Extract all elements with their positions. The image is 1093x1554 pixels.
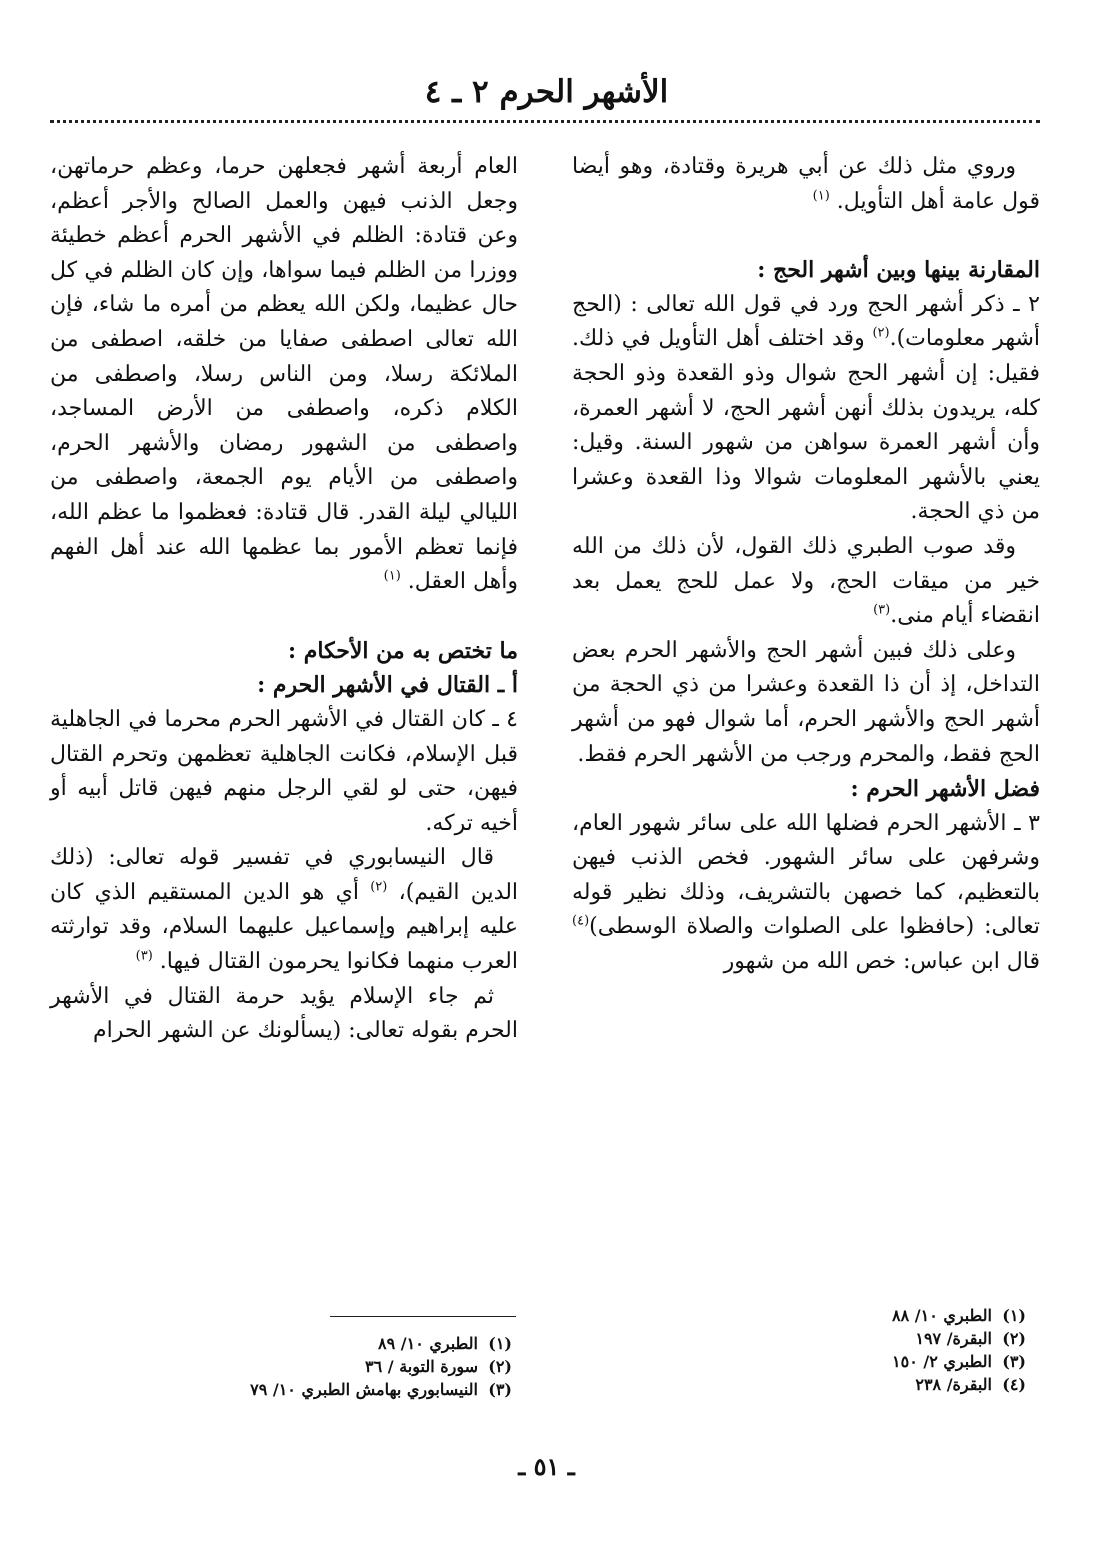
left-column: [50, 150, 518, 1049]
footnotes-right: [780, 1304, 1026, 1396]
footnote-ref: (٢): [370, 879, 388, 895]
paragraph: ثم جاء الإسلام يؤيد حرمة القتال في الأشهر الحرم بقوله تعالى: (يسألونك عن الشهر الحرام: [50, 983, 518, 1044]
subsection-heading: أ ـ القتال في الأشهر الحرم :: [257, 672, 518, 699]
paragraph: وقد صوب الطبري ذلك القول، لأن ذلك من الله خير من ميقات الحج، ولا عمل للحج يعمل بعد انقضاء أيام منى.$^{(٣)}$: [572, 533, 1040, 629]
paragraph: ٤ ـ كان القتال في الأشهر الحرم محرما في الجاهلية قبل الإسلام، فكانت الجاهلية تعظمهن وتحرم القتال فيهن، حتى لو لقي الرجل منهم فيهن قاتل أبيه أو أخيه تركه.: [50, 706, 518, 836]
footnotes-left: [248, 1332, 512, 1401]
paragraph: العام أربعة أشهر فجعلهن حرما، وعظم حرماتهن، وجعل الذنب فيهن والعمل الصالح والأجر أعظم، وعن قتادة: الظلم في الأشهر الحرم أعظم خطيئة ووزرا من الظلم فيما سواها، وإن كان الظلم في كل حال عظيما، ولكن الله يعظم من أمره ما شاء، فإن الله تعالى اصطفى صفايا من خلقه، اصطفى من الملائكة رسلا، ومن الناس رسلا، واصطفى من الكلام ذكره، واصطفى من الأرض المساجد، واصطفى من الشهور رمضان والأشهر الحرم، واصطفى من الأيام يوم الجمعة، واصطفى من الليالي ليلة القدر. قال قتادة: فعظموا ما عظم الله، فإنما تعظم الأمور بما عظمها الله عند أهل الفهم وأهل العقل. $^{(١)}$: [50, 154, 518, 595]
footnote: (٢)البقرة/ ١٩٧: [915, 1329, 1026, 1348]
header-dotted-divider: [50, 120, 1040, 123]
footnote: (٣)الطبري ٢/ ١٥٠: [892, 1352, 1026, 1371]
section-heading: ما تختص به من الأحكام :: [287, 637, 518, 664]
paragraph: ٢ ـ ذكر أشهر الحج ورد في قول الله تعالى : (الحج أشهر معلومات).$^{(٢)}$ وقد اختلف أهل التأويل في ذلك. فقيل: إن أشهر الحج شوال وذو القعدة وذو الحجة كله، يريدون بذلك أنهن أشهر الحج، لا أشهر العمرة، وأن أشهر العمرة سواهن من شهور السنة. وقيل: يعني بالأشهر المعلومات شوالا وذا القعدة وعشرا من ذي الحجة.: [572, 291, 1041, 525]
paragraph: قال النيسابوري في تفسير قوله تعالى: (ذلك الدين القيم)، $^{(٢)}$ أي هو الدين المستقيم الذي كان عليه إبراهيم وإسماعيل عليهما السلام، وقد توارثته العرب منهما فكانوا يحرمون القتال فيها. $^{(٣)}$: [50, 845, 519, 975]
section-heading: المقارنة بينها وبين أشهر الحج :: [757, 257, 1040, 284]
page-header-title: الأشهر الحرم ٢ ـ ٤: [424, 74, 669, 110]
paragraph: وروي مثل ذلك عن أبي هريرة وقتادة، وهو أيضا قول عامة أهل التأويل. $^{(١)}$: [572, 154, 1040, 214]
footnote-ref: (٣): [873, 602, 891, 618]
footnote-ref: (٣): [135, 948, 153, 964]
paragraph: وعلى ذلك فبين أشهر الحج والأشهر الحرم بعض التداخل، إذ أن ذا القعدة وعشرا من ذي الحجة من أشهر الحج والأشهر الحرم، أما شوال فهو من أشهر الحج فقط، والمحرم ورجب من الأشهر الحرم فقط.: [572, 637, 1040, 767]
footnote: (١)الطبري ١٠/ ٨٨: [892, 1306, 1026, 1325]
right-column: [572, 150, 1040, 980]
footnote-ref: (٢): [872, 326, 890, 342]
footnote: (٢)سورة التوبة / ٣٦: [365, 1357, 512, 1376]
footnote-ref: (٤): [572, 914, 590, 930]
page-number: ـ ٥١ ـ: [518, 1452, 575, 1481]
footnote: (٤)البقرة/ ٢٣٨: [915, 1375, 1026, 1394]
footnote-divider: [330, 1316, 516, 1317]
section-heading: فضل الأشهر الحرم :: [850, 776, 1040, 803]
footnote-ref: (١): [383, 568, 401, 584]
paragraph: ٣ ـ الأشهر الحرم فضلها الله على سائر شهور العام، وشرفهن على سائر الشهور. فخص الذنب فيهن بالتعظيم، كما خصهن بالتشريف، وذلك نظير قوله تعالى: (حافظوا على الصلوات والصلاة الوسطى)$^{(٤)}$ قال ابن عباس: خص الله من شهور: [572, 810, 1040, 975]
footnote: (٣)النيسابوري بهامش الطبري ١٠/ ٧٩: [250, 1380, 512, 1399]
footnote: (١)الطبري ١٠/ ٨٩: [378, 1334, 512, 1353]
footnote-ref: (١): [812, 188, 830, 204]
